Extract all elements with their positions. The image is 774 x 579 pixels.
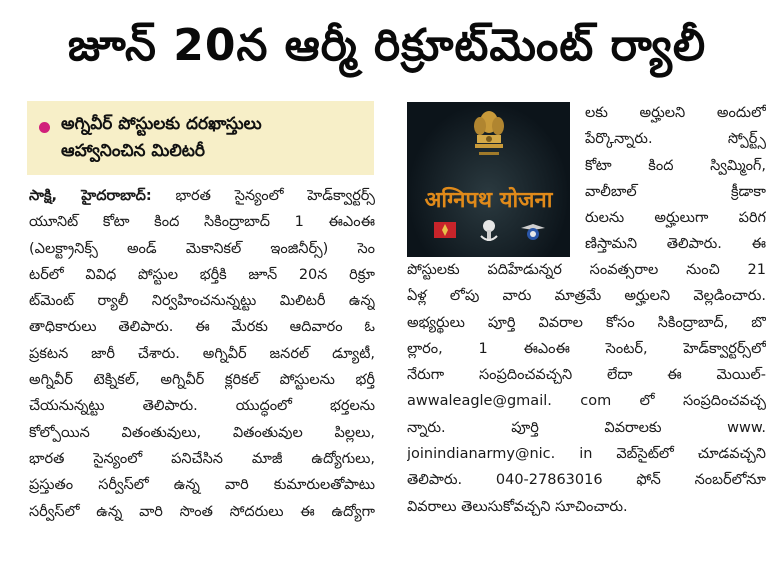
subheading-line-2: ఆహ్వానించిన మిలిటరీ bbox=[61, 141, 205, 161]
article-line: న్నారు. పూర్తి వివరాలకు www. bbox=[407, 419, 766, 436]
article-line: కోటా కింద స్విమ్మింగ్, bbox=[585, 157, 766, 174]
article-line: ప్రకటన జారీ చేశారు. అగ్నివీర్ జనరల్ డ్యూటీ, bbox=[29, 345, 375, 362]
article-line: ణిస్తామని తెలిపారు. ఈ bbox=[585, 236, 766, 253]
article-line: సర్వీస్‌లో ఉన్న వారి సొంత సోదరులు ఈ ఉద్యోగా bbox=[29, 503, 375, 520]
army-insignia-icon bbox=[431, 216, 459, 244]
article-line: వాలీబాల్ క్రీడాకా bbox=[585, 183, 766, 200]
airforce-insignia-icon bbox=[519, 216, 547, 244]
subheading-line-1: అగ్నివీర్ పోస్టులకు దరఖాస్తులు bbox=[61, 114, 262, 134]
subheading-box bbox=[27, 101, 374, 175]
article-column-1 bbox=[29, 183, 375, 525]
article-line: నేరుగా సంప్రదించవచ్చని లేదా ఈ మెయిల్- bbox=[407, 367, 766, 384]
article-line: పోస్టులకు పదిహేడున్నర సంవత్సరాల నుంచి 21 bbox=[407, 262, 766, 278]
navy-insignia-icon bbox=[475, 216, 503, 244]
article-line: యూనిట్ కోటా కింద సికింద్రాబాద్ 1 ఈఎంఈ bbox=[29, 214, 375, 231]
article-line: చేయనున్నట్టు తెలిపారు. యుద్ధంలో భర్తలను bbox=[29, 398, 375, 415]
article-line: రులను అర్హులుగా పరిగ bbox=[585, 210, 766, 227]
article-line: ల్లారం, 1 ఈఎంఈ సెంటర్, హెడ్‌క్వార్టర్స్‌లో bbox=[407, 340, 766, 357]
article-line: లకు అర్హులని అందులో bbox=[585, 105, 766, 121]
article-line: వివరాలు తెలుసుకోవచ్చని సూచించారు. bbox=[407, 498, 628, 515]
article-line: ప్రస్తుతం సర్వీస్‌లో ఉన్న వారి కుమారులతోపాటు bbox=[29, 477, 375, 494]
article-line: (ఎలక్ట్రానిక్స్ అండ్ మెకానికల్ ఇంజినీర్స్) సెం bbox=[29, 240, 375, 257]
article-line: ట్‌మెంట్ ర్యాలీ నిర్వహించనున్నట్టు మిలిటరీ ఉన్న bbox=[29, 293, 375, 310]
image-caption: अग्निपथ योजना bbox=[424, 188, 553, 213]
article-line: తెలిపారు. 040-27863016 ఫోన్ నంబర్‌లోనూ bbox=[407, 472, 766, 489]
dateline: సాక్షి, హైదరాబాద్: bbox=[29, 188, 152, 204]
article-line: కోల్పోయిన వితంతువులు, వితంతువుల పిల్లలు, bbox=[29, 424, 375, 441]
article-line: joinindianarmy@nic. in వెబ్‌సైట్‌లో చూడవచ్చని bbox=[407, 446, 766, 463]
article-line: టర్‌లో వివిధ పోస్టుల భర్తీకి జూన్ 20న రిక్రూ bbox=[29, 266, 375, 283]
article-column-2 bbox=[407, 257, 766, 520]
article-line: ఏళ్ల లోపు వారు మాత్రమే అర్హులని వెల్లడించారు. bbox=[407, 288, 766, 305]
article-line: సాక్షి, హైదరాబాద్: భారత సైన్యంలో హెడ్‌క్వార్టర్స్ bbox=[29, 188, 375, 204]
article-line: awwaleagle@gmail. com లో సంప్రదించవచ్చ bbox=[407, 393, 766, 410]
article-line: పేర్కొన్నారు. స్పోర్ట్స్ bbox=[585, 131, 766, 148]
article-line: అభ్యర్థులు పూర్తి వివరాల కోసం సికింద్రాబాద్, బొ bbox=[407, 314, 766, 331]
bullet-icon bbox=[39, 122, 50, 133]
ashoka-emblem-icon bbox=[470, 108, 508, 168]
article-line: తాధికారులు తెలిపారు. ఈ మేరకు ఆదివారం ఓ bbox=[29, 319, 375, 336]
headline: జూన్ 20న ఆర్మీ రిక్రూట్‌మెంట్ ర్యాలీ bbox=[67, 20, 707, 71]
article-line: అగ్నివీర్ టెక్నికల్, అగ్నివీర్ క్లరికల్ పోస్టులను భర్తీ bbox=[29, 372, 375, 389]
agnipath-image bbox=[407, 102, 570, 257]
article-line: భారత సైన్యంలో పనిచేసిన మాజీ ఉద్యోగులు, bbox=[29, 450, 375, 467]
article-column-2-top bbox=[585, 100, 766, 258]
